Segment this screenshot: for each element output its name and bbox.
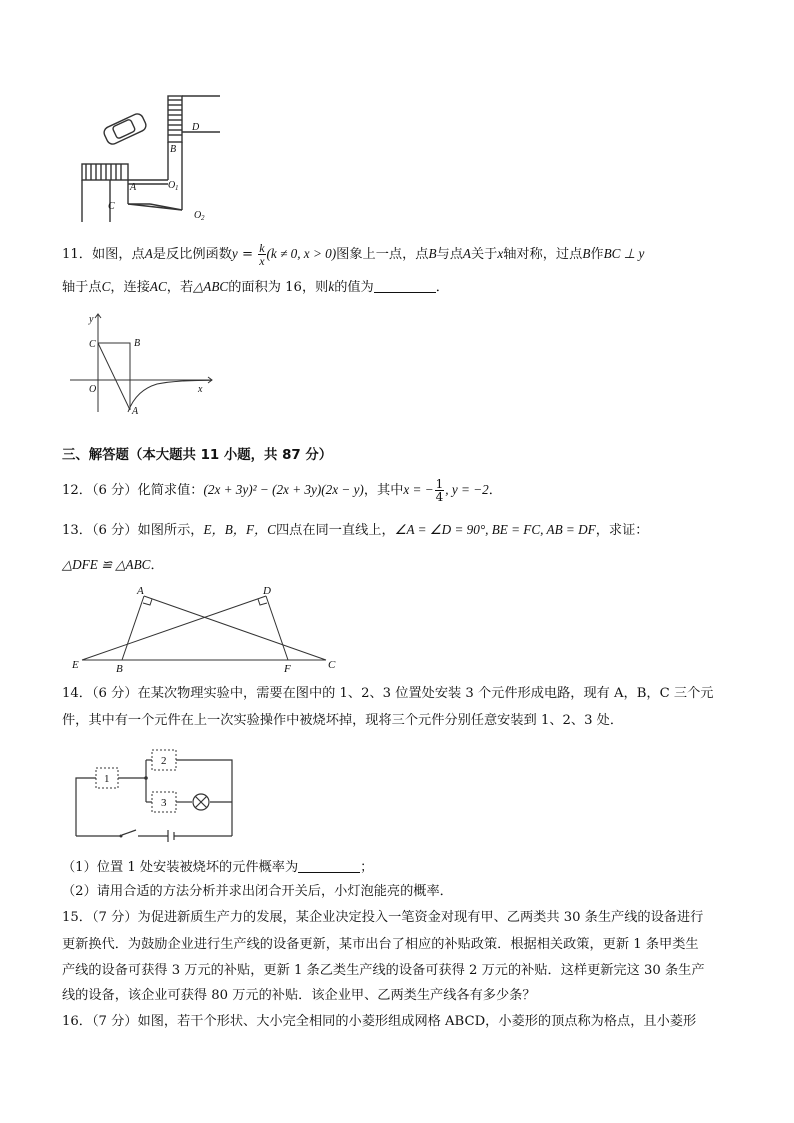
tri-label-e: E bbox=[72, 659, 79, 671]
q14-sub2: （2）请用合适的方法分析并求出闭合开关后，小灯泡能亮的概率． bbox=[62, 884, 453, 899]
section-3-heading: 三、解答题（本大题共 11 小题，共 87 分） bbox=[62, 448, 333, 463]
q11-answer-blank bbox=[374, 278, 436, 293]
tri-label-a: A bbox=[137, 585, 144, 597]
circuit-slot-1: 1 bbox=[104, 773, 110, 785]
tri-label-c: C bbox=[328, 659, 336, 671]
graph-label-x: x bbox=[198, 384, 203, 395]
tri-label-f: F bbox=[284, 663, 291, 672]
graph-label-o: O bbox=[89, 384, 97, 395]
q13-line2: △DFE ≌ △ABC． bbox=[62, 557, 164, 573]
q11-line2: 轴于点C，连接AC，若△ABC的面积为 16，则k的值为 ． bbox=[62, 279, 449, 295]
label-a: A bbox=[130, 182, 137, 193]
label-o1: O bbox=[168, 180, 176, 191]
q16-line1: 16．（7 分）如图，若干个形状、大小完全相同的小菱形组成网格 ABCD，小菱形的顶点称为格点，且小菱形 bbox=[62, 1014, 697, 1029]
q14-line1: 14．（6 分）在某次物理实验中，需要在图中的 1、2、3 位置处安装 3 个元件形成电路，现有 A，B，C 三个元 bbox=[62, 686, 714, 701]
tri-label-b: B bbox=[116, 663, 123, 672]
q11-fraction: $\frac{k}{x}$ bbox=[259, 241, 265, 268]
q15-line3: 产线的设备可获得 3 万元的补贴，更新 1 条乙类生产线的设备可获得 2 万元的补贴．这样更新完这 30 条生产 bbox=[62, 963, 705, 978]
q11-line1: 11．如图，点A是反比例函数y = $\frac{k}{x}$ (k ≠ 0, x > 0)图象上一点，点B与点A关于x轴对称，过点B作BC ⊥ y bbox=[62, 241, 645, 268]
label-d: D bbox=[192, 122, 200, 133]
q12-fraction: $\frac{1}{4}$ bbox=[435, 477, 444, 504]
graph-label-a: A bbox=[132, 406, 139, 414]
q15-line4: 线的设备，该企业可获得 80 万元的补贴．该企业甲、乙两类生产线各有多少条？ bbox=[62, 988, 536, 1003]
graph-label-y: y bbox=[89, 314, 94, 325]
graph-label-b: B bbox=[134, 338, 141, 349]
parking-figure bbox=[70, 92, 240, 227]
circuit-figure bbox=[70, 744, 240, 844]
label-o1-sub: 1 bbox=[175, 184, 179, 192]
circuit-slot-3: 3 bbox=[161, 797, 167, 809]
q14-sub1: （1）位置 1 处安装被烧坏的元件概率为 ； bbox=[62, 860, 374, 875]
label-b: B bbox=[170, 144, 177, 155]
q15-line1: 15．（7 分）为促进新质生产力的发展，某企业决定投入一笔资金对现有甲、乙两类共 30 条生产线的设备进行 bbox=[62, 910, 704, 925]
label-c: C bbox=[108, 201, 115, 212]
graph-label-c: C bbox=[89, 339, 96, 350]
label-o2-sub: 2 bbox=[201, 214, 205, 222]
inverse-function-graph bbox=[62, 308, 222, 414]
q14-line2: 件，其中有一个元件在上一次实验操作中被烧坏掉，现将三个元件分别任意安装到 1、2、3 处． bbox=[62, 713, 624, 728]
q11-number: 11． bbox=[62, 247, 92, 262]
circuit-slot-2: 2 bbox=[161, 755, 167, 767]
q12-line: 12．（6 分）化简求值：(2x + 3y)² − (2x + 3y)(2x − y)，其中x = − $\frac{1}{4}$ , y = −2． bbox=[62, 477, 502, 504]
label-o2: O bbox=[194, 210, 202, 221]
tri-label-d: D bbox=[263, 585, 271, 597]
q13-line1: 13．（6 分）如图所示，E，B，F，C四点在同一直线上，∠A = ∠D = 90°, BE = FC, AB = DF，求证： bbox=[62, 522, 649, 538]
q15-line2: 更新换代．为鼓励企业进行生产线的设备更新，某市出台了相应的补贴政策．根据相关政策，更新 1 条甲类生 bbox=[62, 937, 699, 952]
triangles-figure bbox=[64, 584, 344, 672]
q14-answer-blank bbox=[298, 858, 360, 873]
